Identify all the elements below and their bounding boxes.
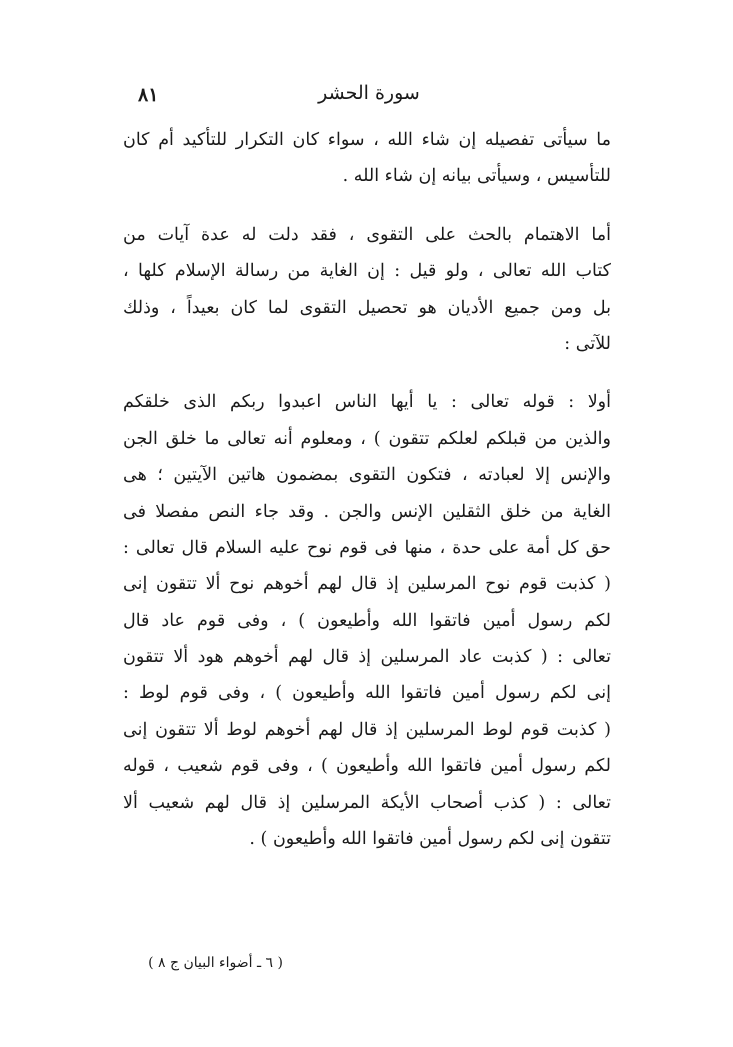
paragraph-3	[123, 384, 611, 857]
text-line: إنى لكم رسول أمين فاتقوا الله وأطيعون ) ، وفى قوم لوط :	[123, 683, 611, 704]
text-line: والذين من قبلكم لعلكم تتقون ) ، ومعلوم أنه تعالى ما خلق الجن	[123, 428, 611, 449]
paragraph-gap	[123, 195, 611, 217]
page-header	[138, 82, 600, 118]
running-title: سورة الحشر	[318, 82, 420, 104]
text-line: تعالى : ( كذبت عاد المرسلين إذ قال لهم أخوهم هود ألا تتقون	[123, 647, 611, 668]
text-line: حق كل أمة على حدة ، منها فى قوم نوح عليه السلام قال تعالى :	[123, 537, 611, 558]
text-line: أولا : قوله تعالى : يا أيها الناس اعبدوا ربكم الذى خلقكم	[123, 392, 611, 413]
paragraph-gap	[123, 362, 611, 384]
signature-mark: ( ٦ ـ أضواء البيان ج ٨ )	[148, 955, 283, 971]
paragraph-2	[123, 217, 611, 363]
paragraph-1	[123, 122, 611, 195]
page-number: ٨١	[138, 84, 159, 106]
text-line: ( كذبت قوم لوط المرسلين إذ قال لهم أخوهم لوط ألا تتقون إنى	[123, 719, 611, 740]
text-line: للتأسيس ، وسيأتى بيانه إن شاء الله .	[342, 166, 611, 187]
text-line: لكم رسول أمين فاتقوا الله وأطيعون ) ، وفى قوم شعيب ، قوله	[123, 756, 611, 777]
page-body	[123, 122, 611, 857]
text-line: ( كذبت قوم نوح المرسلين إذ قال لهم أخوهم نوح ألا تتقون إنى	[123, 574, 611, 595]
text-line: للآتى :	[564, 333, 611, 354]
text-line: لكم رسول أمين فاتقوا الله وأطيعون ) ، وفى قوم عاد قال	[123, 610, 611, 631]
text-line: بل ومن جميع الأديان هو تحصيل التقوى لما كان بعيداً ، وذلك	[123, 297, 611, 318]
text-line: الغاية من خلق الثقلين الإنس والجن . وقد جاء النص مفصلا فى	[123, 501, 611, 522]
text-line: كتاب الله تعالى ، ولو قيل : إن الغاية من رسالة الإسلام كلها ،	[123, 261, 611, 282]
text-line: أما الاهتمام بالحث على التقوى ، فقد دلت له عدة آيات من	[123, 224, 611, 245]
text-line: ما سيأتى تفصيله إن شاء الله ، سواء كان التكرار للتأكيد أم كان	[123, 130, 611, 150]
text-line: تعالى : ( كذب أصحاب الأيكة المرسلين إذ قال لهم شعيب ألا	[123, 792, 611, 813]
text-line: تتقون إنى لكم رسول أمين فاتقوا الله وأطيعون ) .	[249, 829, 611, 850]
text-line: والإنس إلا لعبادته ، فتكون التقوى بمضمون هاتين الآيتين ؛ هى	[123, 465, 611, 486]
